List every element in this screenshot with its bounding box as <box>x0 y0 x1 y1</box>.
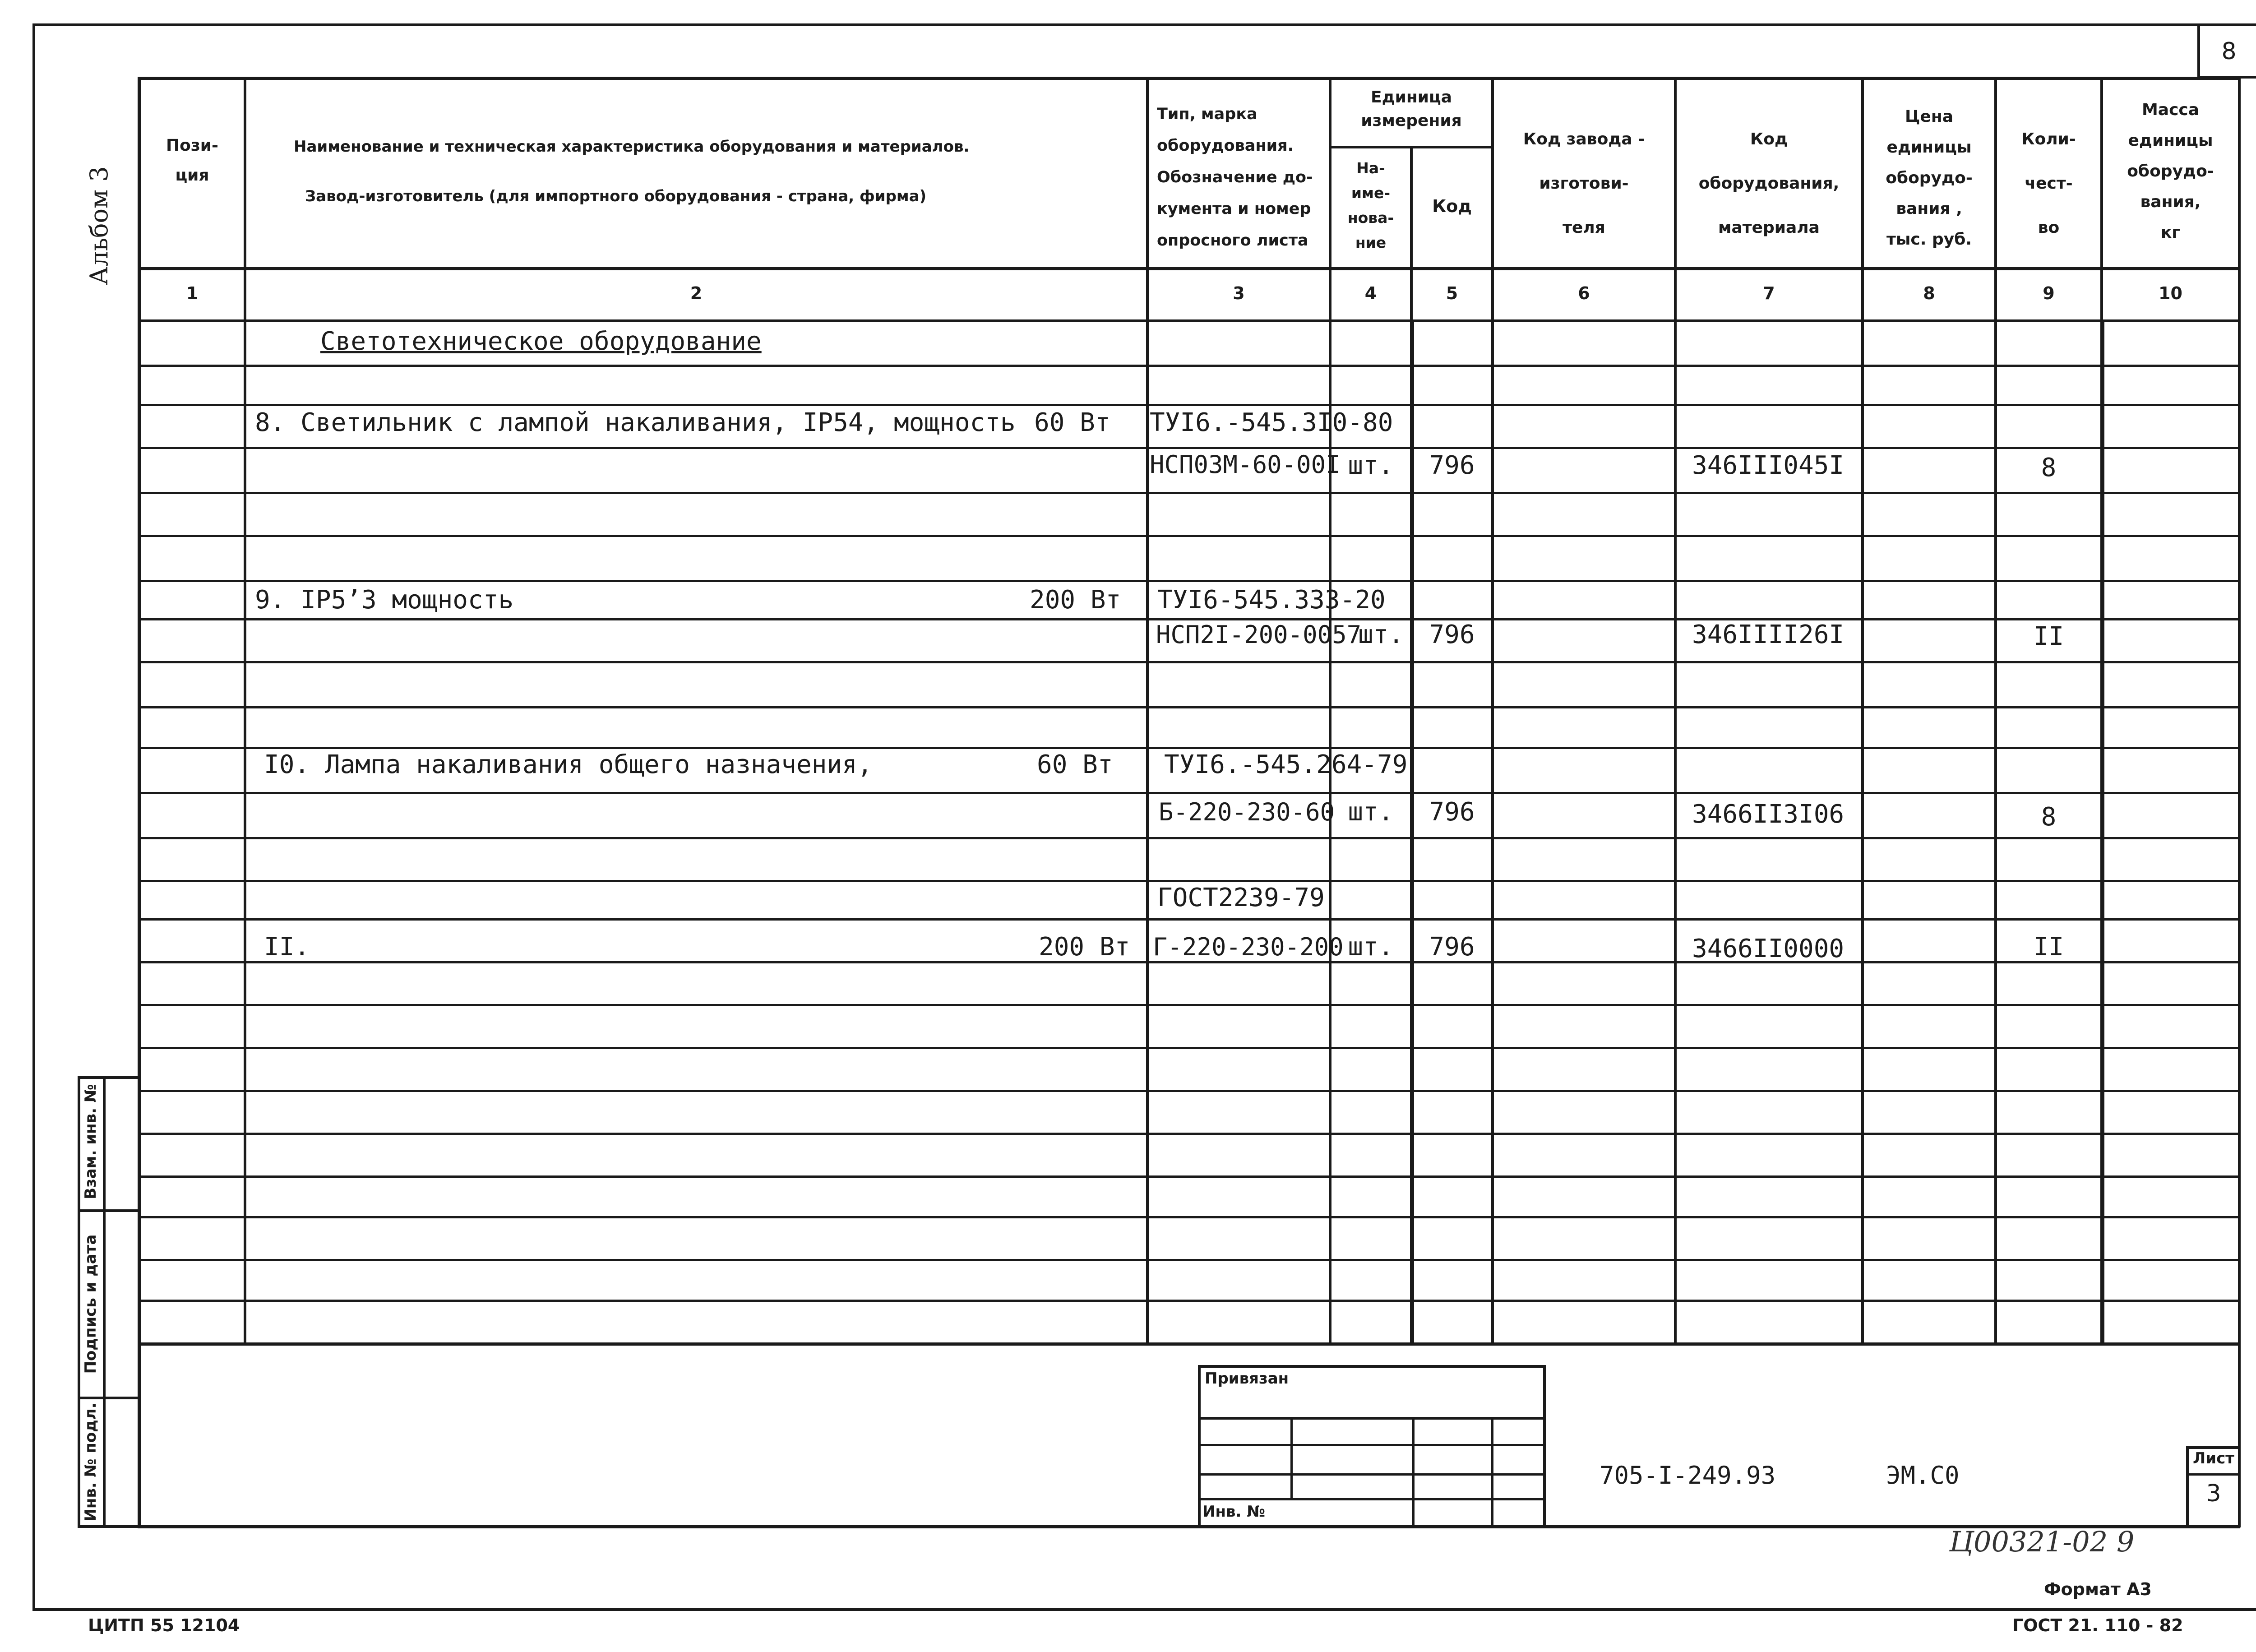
colnum-3: 3 <box>1233 283 1245 303</box>
header-unit: Единица измерения <box>1361 88 1462 130</box>
bottom-left-code: ЦИТП 55 12104 <box>88 1615 240 1635</box>
colnum-10: 10 <box>2159 283 2182 303</box>
item-material-code: 346IIII26I <box>1692 620 1845 649</box>
item-code: 796 <box>1429 797 1475 827</box>
privyazan-label: Привязан <box>1205 1370 1289 1388</box>
bottom-right-gost: ГОСТ 21. 110 - 82 <box>2012 1615 2183 1635</box>
colnum-1: 1 <box>186 283 199 303</box>
table-row-line <box>138 918 2240 921</box>
table-row-line <box>138 1259 2240 1261</box>
header-col3: Тип, марка оборудования. Обозначение до- кумента и номер опросного листа <box>1157 105 1313 250</box>
album-label: Альбом 3 <box>85 166 113 285</box>
item-code: 796 <box>1429 932 1475 962</box>
item-doc: ТУI6.-545.264-79 <box>1164 750 1408 779</box>
header-col10: Масса единицы оборудо- вания, кг <box>2127 101 2214 242</box>
doc-code: 705-I-249.93 <box>1600 1461 1776 1490</box>
item-name: II. <box>264 932 310 962</box>
table-row-line <box>138 1216 2240 1218</box>
frame-top <box>32 23 2256 26</box>
header-col6: Код завода - изготови- теля <box>1523 130 1645 237</box>
item-type: Г-220-230-200 <box>1153 933 1344 961</box>
item-name: 8. Светильник с лампой накаливания, IP54, мощность <box>255 408 1016 437</box>
stamp-inv-podl: Инв. № подл. <box>82 1402 100 1522</box>
item-type: НСП2I-200-0057 <box>1156 620 1362 649</box>
item-code: 796 <box>1429 451 1475 480</box>
section-title: Светотехническое оборудование <box>320 327 762 356</box>
doc-mark: ЭМ.С0 <box>1886 1461 1960 1490</box>
table-row-line <box>138 1300 2240 1302</box>
table-row-line <box>138 535 2240 537</box>
colnum-6: 6 <box>1578 283 1590 303</box>
table-row-line <box>138 365 2240 367</box>
item-unit: шт. <box>1348 932 1394 962</box>
table-row-line <box>138 1004 2240 1006</box>
item-material-code: 346III045I <box>1692 451 1845 480</box>
header-col5: Код <box>1432 196 1472 216</box>
table-row-line <box>138 1175 2240 1178</box>
item-type: НСП03М-60-00I <box>1150 450 1341 479</box>
stamp-vzam-inv: Взам. инв. № <box>82 1084 100 1199</box>
format-label: Формат А3 <box>2044 1579 2152 1599</box>
item-code: 796 <box>1429 620 1475 649</box>
item-power: 200 Вт <box>1039 932 1130 962</box>
colnum-5: 5 <box>1446 283 1458 303</box>
item-qty: II <box>2033 932 2064 962</box>
table-row-line <box>138 1047 2240 1049</box>
colnum-8: 8 <box>1923 283 1935 303</box>
item-power: 60 Вт <box>1037 750 1113 779</box>
item-material-code: 3466II3I06 <box>1692 800 1845 829</box>
colnum-2: 2 <box>690 283 703 303</box>
item-name: 9. IP5’3 мощность <box>255 585 514 615</box>
colnum-7: 7 <box>1763 283 1775 303</box>
table-row-line <box>138 580 2240 582</box>
frame-left <box>32 23 35 1611</box>
item-unit: шт. <box>1348 797 1394 827</box>
stamp-podpis-data: Подпись и дата <box>82 1234 100 1374</box>
item-power: 60 Вт <box>1034 408 1110 437</box>
header-col8: Цена единицы оборудо- вания , тыс. руб. <box>1886 107 1973 249</box>
header-col9: Коли- чест- во <box>2021 130 2076 237</box>
item-type: Б-220-230-60 <box>1159 798 1335 826</box>
item-unit: шт. <box>1348 451 1394 480</box>
item-material-code: 3466II0000 <box>1692 934 1845 963</box>
table-row-line <box>138 837 2240 839</box>
inv-no-label: Инв. № <box>1202 1503 1266 1521</box>
item-doc: ТУI6.-545.3I0-80 <box>1150 408 1393 437</box>
table-row-line <box>138 1133 2240 1135</box>
header-col4: На- име- нова- ние <box>1347 159 1394 251</box>
item-doc: ТУI6-545.333-20 <box>1157 585 1386 615</box>
corner-sheet-number: 8 <box>2221 38 2237 65</box>
item-name: I0. Лампа накаливания общего назначения, <box>264 750 873 779</box>
table-row-line <box>138 404 2240 406</box>
table-row-line <box>138 1090 2240 1092</box>
table-row-line <box>138 792 2240 794</box>
item-qty: 8 <box>2041 802 2057 832</box>
table-row-line <box>138 661 2240 663</box>
table-row-line <box>138 706 2240 708</box>
table-row-line <box>138 492 2240 494</box>
item-doc: ГОСТ2239-79 <box>1157 883 1325 912</box>
item-qty: II <box>2033 622 2064 651</box>
item-qty: 8 <box>2041 453 2057 482</box>
sheet-label: Лист <box>2193 1449 2234 1467</box>
header-col7: Код оборудования, материала <box>1698 130 1840 237</box>
colnum-9: 9 <box>2043 283 2055 303</box>
handwritten-note: Ц00321-02 9 <box>1949 1525 2135 1558</box>
header-col1: Пози- ция <box>166 136 218 185</box>
item-unit: шт. <box>1358 620 1404 649</box>
item-power: 200 Вт <box>1030 585 1121 615</box>
sheet-number: 3 <box>2206 1480 2221 1507</box>
colnum-4: 4 <box>1364 283 1377 303</box>
header-col2: Наименование и техническая характеристика оборудования и материалов. Завод-изготовитель (для импортного оборудования - страна, фирма) <box>294 138 970 205</box>
frame-bottom <box>32 1608 2256 1611</box>
